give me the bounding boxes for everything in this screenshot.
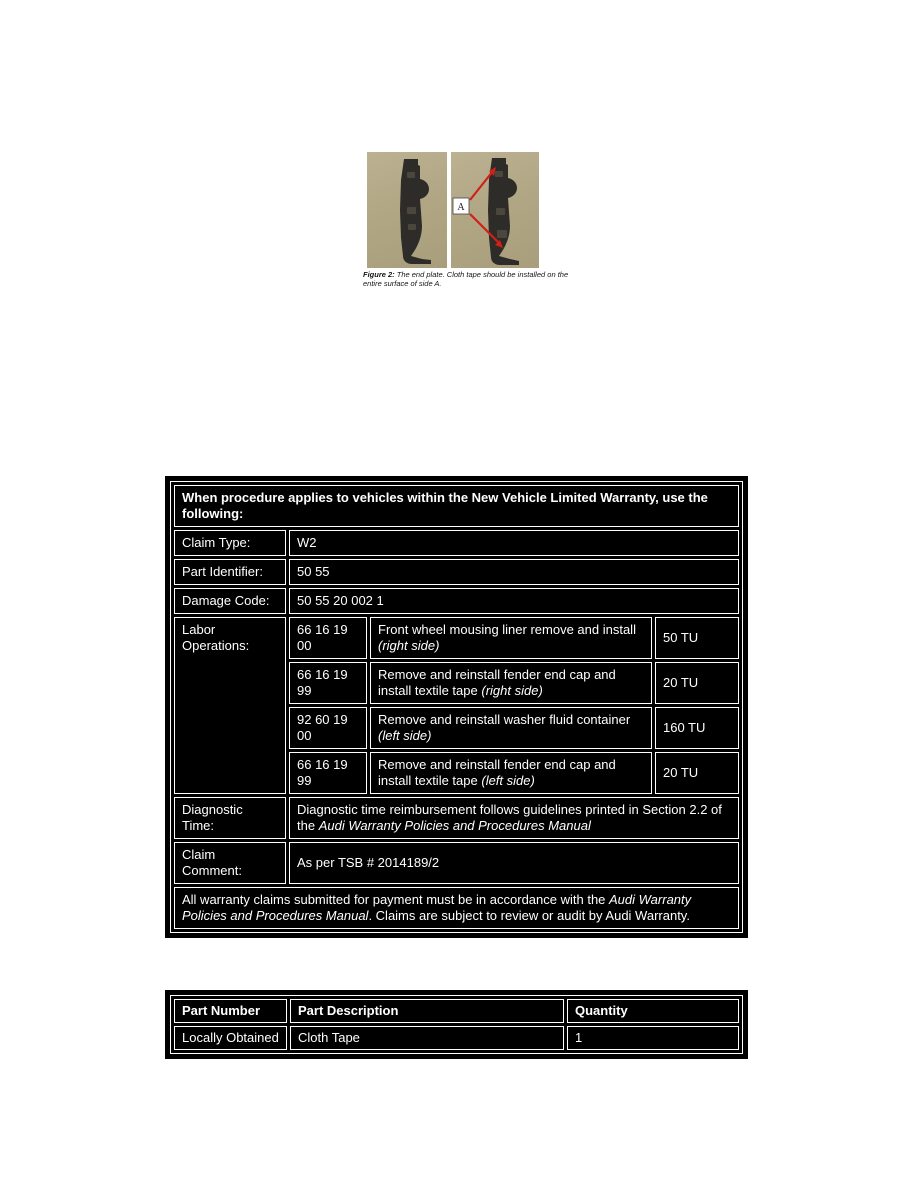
table-row (174, 999, 739, 1023)
labor-code: 66 16 19 99 (289, 662, 367, 704)
table-row (174, 559, 739, 585)
table-row (174, 842, 739, 884)
labor-side-note: (left side) (378, 728, 432, 743)
end-plate-part-annotated-illustration (451, 152, 539, 268)
figure-2 (367, 152, 542, 268)
labor-description (370, 707, 652, 749)
parts-table (165, 990, 748, 1059)
labor-description-text: Front wheel mousing liner remove and install (378, 622, 636, 637)
claim-comment-value: As per TSB # 2014189/2 (289, 842, 739, 884)
warranty-table-footer (174, 887, 739, 929)
end-plate-photo-left (367, 152, 447, 268)
warranty-table-header: When procedure applies to vehicles within the New Vehicle Limited Warranty, use the following: (174, 485, 739, 527)
claim-comment-label: Claim Comment: (174, 842, 286, 884)
figure-2-caption (363, 270, 571, 288)
warranty-claim-table (165, 476, 748, 938)
side-a-label (453, 198, 469, 214)
claim-type-label: Claim Type: (174, 530, 286, 556)
part-description-header: Part Description (290, 999, 564, 1023)
claim-type-value: W2 (289, 530, 739, 556)
diagnostic-time-text: Diagnostic time reimbursement follows guidelines printed in Section 2.2 of the (297, 802, 722, 833)
part-number-header: Part Number (174, 999, 287, 1023)
end-plate-part-illustration (367, 152, 447, 268)
part-identifier-value: 50 55 (289, 559, 739, 585)
table-row (174, 530, 739, 556)
side-a-label-text: A (457, 202, 465, 213)
labor-time-units: 20 TU (655, 662, 739, 704)
footer-text-1: All warranty claims submitted for payment must be in accordance with the (182, 892, 610, 907)
labor-description (370, 752, 652, 794)
table-row (174, 797, 739, 839)
footer-text-2: . Claims are subject to review or audit by Audi Warranty. (368, 908, 690, 923)
damage-code-value: 50 55 20 002 1 (289, 588, 739, 614)
diagnostic-time-manual-name: Audi Warranty Policies and Procedures Manual (318, 818, 591, 833)
damage-code-label: Damage Code: (174, 588, 286, 614)
part-description-value: Cloth Tape (290, 1026, 564, 1050)
table-row (174, 1026, 739, 1050)
labor-time-units: 160 TU (655, 707, 739, 749)
end-plate-photo-right (451, 152, 539, 268)
figure-2-caption-prefix: Figure 2: (363, 270, 395, 279)
labor-description-text: Remove and reinstall fender end cap and install textile tape (378, 667, 616, 698)
labor-code: 92 60 19 00 (289, 707, 367, 749)
diagnostic-time-value (289, 797, 739, 839)
labor-code: 66 16 19 00 (289, 617, 367, 659)
table-row (174, 617, 739, 659)
labor-description-text: Remove and reinstall washer fluid container (378, 712, 631, 727)
part-number-value: Locally Obtained (174, 1026, 287, 1050)
quantity-header: Quantity (567, 999, 739, 1023)
part-identifier-label: Part Identifier: (174, 559, 286, 585)
diagnostic-time-label: Diagnostic Time: (174, 797, 286, 839)
labor-code: 66 16 19 99 (289, 752, 367, 794)
table-row (174, 588, 739, 614)
labor-description (370, 662, 652, 704)
labor-side-note: (right side) (481, 683, 543, 698)
figure-2-caption-text: The end plate. Cloth tape should be installed on the entire surface of side A. (363, 270, 569, 288)
labor-time-units: 20 TU (655, 752, 739, 794)
labor-side-note: (left side) (481, 773, 535, 788)
table-row (174, 887, 739, 929)
labor-description-text: Remove and reinstall fender end cap and install textile tape (378, 757, 616, 788)
labor-description (370, 617, 652, 659)
footer-manual-name: Audi Warranty Policies and Procedures Manual (182, 892, 692, 923)
table-row (174, 485, 739, 527)
labor-operations-label: Labor Operations: (174, 617, 286, 794)
labor-time-units: 50 TU (655, 617, 739, 659)
labor-side-note: (right side) (378, 638, 440, 653)
quantity-value: 1 (567, 1026, 739, 1050)
